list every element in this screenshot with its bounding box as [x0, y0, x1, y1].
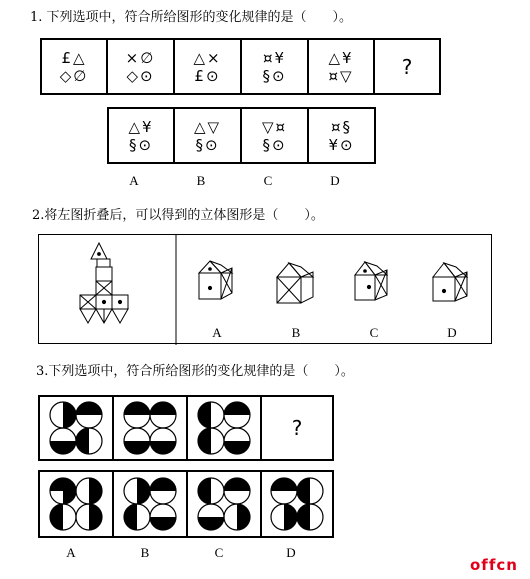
q3-option-d-figure	[269, 476, 325, 532]
q3-seq-cell-1	[40, 397, 114, 459]
q2-unfolded-net	[80, 243, 128, 323]
q3-seq-cell-unknown	[262, 397, 332, 459]
q3-seq-figure-3	[196, 400, 252, 456]
q3-option-b[interactable]	[114, 472, 188, 536]
q3-option-c[interactable]	[188, 472, 262, 536]
q1-option-a[interactable]: △¥ §⊙	[109, 109, 175, 162]
question-1-text: 下列选项中，符合所给图形的变化规律的是（ ）。	[46, 10, 353, 25]
q1-sequence-strip	[40, 38, 441, 95]
question-2-text: 2.将左图折叠后，可以得到的立体图形是（ ）。	[32, 208, 324, 223]
q3-label-c: C	[214, 545, 224, 560]
q3-option-a[interactable]	[40, 472, 114, 536]
q1-label-d: D	[330, 173, 340, 188]
q3-label-d: D	[286, 545, 296, 560]
q1-seq-cell-2: ×∅ ◇⊙	[108, 40, 175, 93]
q1-option-b[interactable]: △▽ §⊙	[175, 109, 242, 162]
q3-label-a: A	[66, 545, 76, 560]
q1-label-c: C	[263, 173, 273, 188]
q2-figure-svg	[39, 235, 493, 345]
q1-option-c[interactable]: ▽¤ §⊙	[242, 109, 309, 162]
q2-option-a-figure[interactable]	[199, 261, 232, 299]
q1-seq-cell-4: ¤¥ §⊙	[242, 40, 309, 93]
question-1-title	[30, 6, 352, 25]
q2-label-c: C	[369, 325, 379, 340]
q1-seq-cell-3: △× £⊙	[175, 40, 242, 93]
q3-seq-cell-3	[188, 397, 262, 459]
q2-label-d: D	[447, 325, 457, 340]
q2-figure-panel	[38, 234, 492, 344]
q3-option-c-figure	[196, 476, 252, 532]
offcn-watermark: offcn	[470, 556, 518, 574]
question-3-text: 3.下列选项中，符合所给图形的变化规律的是（ ）。	[36, 364, 354, 379]
q1-seq-cell-5: △¥ ¤▽	[309, 40, 375, 93]
q2-option-b-figure[interactable]	[277, 263, 313, 303]
q3-sequence-strip	[38, 395, 334, 461]
q1-option-d[interactable]: ¤§ ¥⊙	[328, 117, 355, 154]
question-mark: ?	[401, 54, 413, 79]
q3-option-d[interactable]	[262, 472, 332, 536]
q3-option-a-figure	[48, 476, 104, 532]
q3-seq-figure-2	[122, 400, 178, 456]
q3-seq-cell-2	[114, 397, 188, 459]
q2-label-b: B	[291, 325, 301, 340]
q2-option-c-figure[interactable]	[355, 262, 387, 300]
q1-label-a: A	[129, 173, 139, 188]
q3-option-b-figure	[122, 476, 178, 532]
q1-seq-cell-unknown	[375, 40, 439, 93]
q1-seq-cell-1: £△ ◇∅	[42, 40, 108, 93]
q2-option-d-figure[interactable]	[433, 263, 467, 301]
q3-options-strip	[38, 470, 334, 538]
q1-label-b: B	[196, 173, 206, 188]
q3-label-b: B	[140, 545, 150, 560]
q2-label-a: A	[212, 325, 222, 340]
q3-seq-figure-1	[48, 400, 104, 456]
question-mark: ?	[291, 416, 303, 440]
q1-options-strip	[107, 107, 376, 164]
question-1-number: 1.	[30, 10, 43, 25]
